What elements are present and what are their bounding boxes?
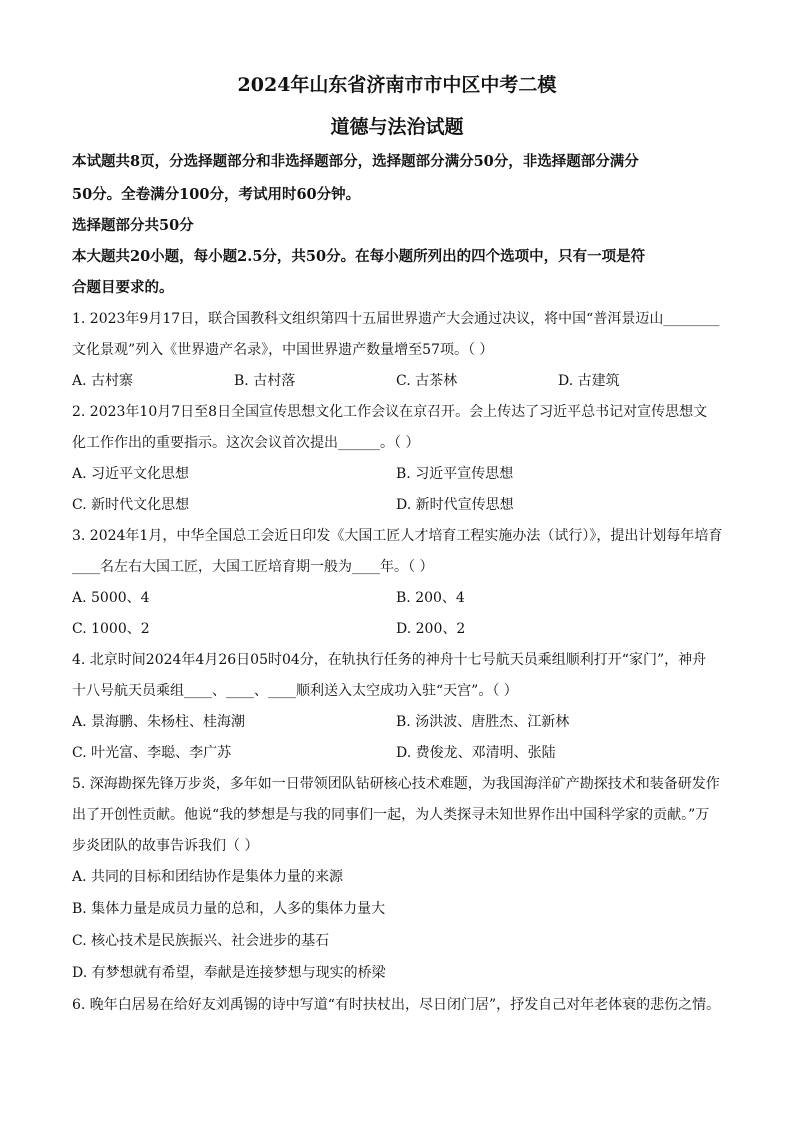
intro-line-2: 50分。全卷满分100分，考试用时60分钟。 bbox=[72, 186, 361, 203]
question-3-option-c: C. 1000、2 bbox=[72, 621, 150, 637]
question-5-option-d: D. 有梦想就有希望，奉献是连接梦想与现实的桥梁 bbox=[72, 965, 386, 981]
instruction-line-1: 本大题共20小题，每小题2.5分，共50分。在每小题所列出的四个选项中，只有一项是符 bbox=[72, 248, 646, 265]
question-1-option-a: A. 古村寨 bbox=[72, 373, 134, 389]
question-4-line-1: 4. 北京时间2024年4月26日05时04分，在轨执行任务的神舟十七号航天员乘组顺利打开“家门”，神舟 bbox=[72, 652, 707, 668]
question-5-option-c: C. 核心技术是民族振兴、社会进步的基石 bbox=[72, 933, 330, 949]
document-subtitle: 道德与法治试题 bbox=[330, 116, 464, 138]
question-1-option-c: C. 古茶林 bbox=[396, 373, 458, 389]
question-6-line-1: 6. 晚年白居易在给好友刘禹锡的诗中写道“有时扶杖出，尽日闭门居”，抒发自己对年老体衰的悲伤之情。 bbox=[72, 997, 721, 1013]
question-4-line-2: 十八号航天员乘组____、____、____顺利送入太空成功入驻“天宫”。（ ） bbox=[72, 683, 518, 699]
section-heading: 选择题部分共50分 bbox=[72, 217, 194, 234]
question-3-option-a: A. 5000、4 bbox=[72, 590, 150, 606]
question-1-option-b: B. 古村落 bbox=[234, 373, 296, 389]
question-2-line-1: 2. 2023年10月7日至8日全国宣传思想文化工作会议在京召开。会上传达了习近平总书记对宣传思想文 bbox=[72, 404, 708, 420]
question-2-line-2: 化工作作出的重要指示。这次会议首次提出______。（ ） bbox=[72, 435, 420, 451]
question-4-option-c: C. 叶光富、李聪、李广苏 bbox=[72, 745, 232, 761]
question-1-line-1: 1. 2023年9月17日，联合国教科文组织第四十五届世界遗产大会通过决议，将中国“普洱景迈山________ bbox=[72, 311, 720, 327]
question-2-option-d: D. 新时代宣传思想 bbox=[396, 497, 514, 513]
question-2-option-a: A. 习近平文化思想 bbox=[72, 466, 190, 482]
document-title: 2024年山东省济南市市中区中考二模 bbox=[237, 74, 557, 96]
question-5-option-b: B. 集体力量是成员力量的总和，人多的集体力量大 bbox=[72, 901, 386, 917]
question-5-line-1: 5. 深海勘探先锋万步炎，多年如一日带领团队钻研核心技术难题，为我国海洋矿产勘探技术和装备研发作 bbox=[72, 776, 720, 792]
question-4-option-d: D. 费俊龙、邓清明、张陆 bbox=[396, 745, 556, 761]
instruction-line-2: 合题目要求的。 bbox=[72, 279, 174, 296]
question-3-option-b: B. 200、4 bbox=[396, 590, 465, 606]
question-5-line-2: 出了开创性贡献。他说“我的梦想是与我的同事们一起，为人类探寻未知世界作出中国科学家的贡献。”万 bbox=[72, 807, 710, 823]
question-4-option-b: B. 汤洪波、唐胜杰、江新林 bbox=[396, 714, 570, 730]
question-3-line-1: 3. 2024年1月，中华全国总工会近日印发《大国工匠人才培育工程实施办法（试行）》，提出计划每年培育 bbox=[72, 528, 723, 544]
question-2-option-b: B. 习近平宣传思想 bbox=[396, 466, 514, 482]
question-3-line-2: ____名左右大国工匠，大国工匠培育期一般为____年。（ ） bbox=[72, 559, 434, 575]
question-5-line-3: 步炎团队的故事告诉我们（ ） bbox=[72, 838, 259, 854]
intro-line-1: 本试题共8页，分选择题部分和非选择题部分，选择题部分满分50分，非选择题部分满分 bbox=[72, 153, 639, 170]
question-1-line-2: 文化景观”列入《世界遗产名录》，中国世界遗产数量增至57项。（ ） bbox=[72, 342, 494, 358]
question-2-option-c: C. 新时代文化思想 bbox=[72, 497, 190, 513]
question-3-option-d: D. 200、2 bbox=[396, 621, 466, 637]
question-1-option-d: D. 古建筑 bbox=[558, 373, 620, 389]
question-5-option-a: A. 共同的目标和团结协作是集体力量的来源 bbox=[72, 869, 344, 885]
question-4-option-a: A. 景海鹏、朱杨柱、桂海潮 bbox=[72, 714, 246, 730]
